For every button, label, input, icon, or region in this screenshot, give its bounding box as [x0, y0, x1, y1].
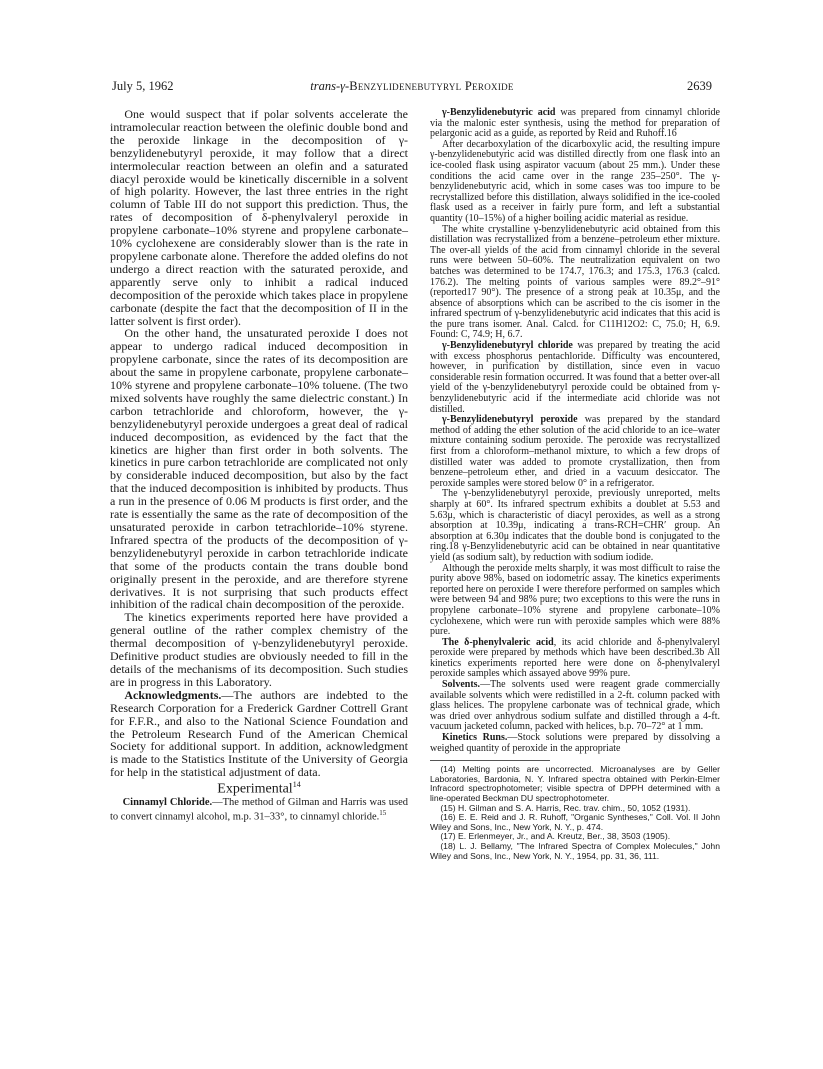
running-title [112, 79, 712, 94]
issue-date: July 5, 1962 [112, 79, 174, 93]
footnote-ref: 14 [292, 780, 301, 790]
body-paragraph: The white crystalline γ-benzylidenebutyric acid obtained from this distillation was recrystallized from a benzene–petroleum ether mixture. The over-all yields of the acid from cinnamyl chloride in the several runs were between 50–60%. The neutralization equivalent on two batches was determined to be 174.7, 176.3; and 175.3, 176.3 (calcd. 176.2). The melting points of various samples were 89.2°–91° (reported17 90°). The presence of a strong peak at 10.35μ, and the absence of absorptions which can be ascribed to the cis isomer in the infrared spectrum of γ-benzylidenebutyric acid indicates that this acid is the pure trans isomer. Anal. Calcd. for C11H12O2: C, 75.0; H, 6.9. Found: C, 74.9; H, 6.7. [430, 223, 720, 341]
footnote: (14) Melting points are uncorrected. Microanalyses are by Geller Laboratories, Bardonia, N. Y. Infrared spectra obtained with Perkin-Elmer Infracord spectrophotometer; visible spectra of DPPH determined with a line-operated Beckman DU spectrophotometer. [430, 764, 720, 803]
body-paragraph: The kinetics experiments reported here have provided a general outline of the rather complex chemistry of the thermal decomposition of γ-benzylidenebutyryl peroxide. Definitive product studies are obviously needed to fill in the details of the mechanisms of its decomposition. Such studies are in progress in this Laboratory. [110, 610, 408, 689]
experimental-heading-text: Experimental [217, 781, 293, 797]
peroxide-heading: γ-Benzylidenebutyryl peroxide [442, 414, 578, 426]
footnote-ref: 15 [379, 808, 387, 817]
acid-text: was prepared from cinnamyl chloride via the malonic ester synthesis, using the method for preparation of pelargonic acid as a guide, as reported by Reid and Ruhoff.16 [430, 107, 720, 140]
cinnamyl-chloride-paragraph [110, 797, 408, 823]
solvents-paragraph [430, 680, 720, 733]
peroxide-text: was prepared by the standard method of adding the ether solution of the acid chloride to an ice–water mixture containing sodium peroxide. The peroxide was recrystallized first from a chloroform–methanol mixture, to which a few drops of distilled water was added to promote crystallization, then from benzene–petroleum ether, and dried in a vacuum desiccator. The peroxide samples were stored below 0° in a refrigerator. [430, 414, 720, 489]
cinnamyl-chloride-heading: Cinnamyl Chloride. [122, 796, 213, 808]
left-column [110, 108, 408, 822]
kinetics-paragraph [430, 733, 720, 754]
footnote: (17) E. Erlenmeyer, Jr., and A. Kreutz, Ber., 38, 3503 (1905). [440, 831, 671, 842]
body-paragraph: One would suspect that if polar solvents accelerate the intramolecular reaction between the olefinic double bond and the peroxide linkage in the decomposition of γ-benzylidenebutyryl peroxide, it may follow that a direct intermolecular reaction between an olefin and a saturated diacyl peroxide would be kinetically discernible in a solvent of high polarity. However, the last three entries in the right column of Table III do not support this prediction. Thus, the rates of decomposition of δ-phenylvaleryl peroxide in propylene carbonate–10% styrene and propylene carbonate–10% cyclohexene are considerably slower than is the rate in propylene carbonate alone. Therefore the added olefins do not undergo a direct reaction with the saturated peroxide, and apparently serve only to inhibit a radical induced decomposition of the peroxide which takes place in propylene carbonate (despite the fact that the decomposition of II in the latter solvent is first order). [110, 107, 408, 328]
footnote-rule [430, 760, 550, 761]
valeric-text: , its acid chloride and δ-phenylvaleryl peroxide were prepared by methods which have been described.3b All kinetics experiments reported here were done on δ-phenylvaleryl peroxide samples which assayed above 99% pure. [430, 636, 721, 680]
body-paragraph: After decarboxylation of the dicarboxylic acid, the resulting impure γ-benzylidenebutyric acid was distilled directly from one flask into an ice-cooled flask using aspirator vacuum (about 25 mm.). Under these conditions the acid came over in the range 235–250°. The γ-benzylidenebutyric acid, which in some cases was too impure to be recrystallized before this distillation, always solidified in the ice-cooled flask used as a receiver in fairly pure form, and left a substantial quantity (10–15%) of a higher boiling acidic material as residue. [430, 138, 720, 224]
peroxide-paragraph [430, 415, 720, 489]
chloride-text: was prepared by treating the acid with excess phosphorus pentachloride. Difficulty was encountered, however, in purification by distillation, since even in vacuo considerable resin formation occurred. It was found that a better over-all yield of the γ-benzylidenebutyryl peroxide could be obtained from γ-benzylidenebutyric acid if the intermediate acid chloride was not distilled. [430, 340, 720, 415]
solvents-text: —The solvents used were reagent grade commercially available solvents which were redistilled in a 2-ft. column packed with glass helices. The propylene carbonate was of technical grade, which was dried over anhydrous sodium sulfate and distilled through a 4-ft. vacuum jacketed column, packed with helices, b.p. 70–72° at 1 mm. [430, 679, 720, 733]
acknowledgments-text: —The authors are indebted to the Research Corporation for a Frederick Gardner Cottrell Grant for F.F.R., and also to the National Science Foundation and the Petroleum Research Fund of the American Chemical Society for additional support. In addition, acknowledgment is made to the Statistics Institute of the University of Georgia for help in the statistical adjustment of data. [110, 687, 408, 780]
footnotes [430, 765, 720, 861]
acid-heading: γ-Benzylidenebutyric acid [442, 107, 556, 118]
chloride-heading: γ-Benzylidenebutyryl chloride [442, 340, 573, 352]
right-column [430, 108, 720, 861]
footnote: (18) L. J. Bellamy, "The Infrared Spectra of Complex Molecules," John Wiley and Sons, Inc., New York, N. Y., 1954, pp. 31, 36, 111. [430, 840, 720, 861]
page-number: 2639 [687, 79, 712, 93]
body-paragraph: The γ-benzylidenebutyryl peroxide, previously unreported, melts sharply at 60°. Its infrared spectrum exhibits a doublet at 5.53 and 5.63μ, which is characteristic of diacyl peroxides, as well as a strong absorption at 10.39μ, indicating a trans-RCH=CHR′ group. An absorption at 6.30μ indicates that the double bond is conjugated to the ring.18 γ-Benzylidenebutyric acid can be obtained in near quantitative yield (as sodium salt), by reduction with sodium iodide. [430, 488, 720, 563]
acknowledgments-heading: Acknowledgments. [124, 687, 222, 702]
kinetics-text: —Stock solutions were prepared by dissolving a weighed quantity of peroxide in the appropriate [430, 732, 721, 754]
solvents-heading: Solvents. [442, 679, 481, 691]
acknowledgments-paragraph [110, 689, 408, 779]
running-title-main: Benzylidenebutyryl Peroxide [349, 79, 514, 93]
running-title-prefix: trans-γ- [310, 79, 350, 93]
cinnamyl-chloride-text: —The method of Gilman and Harris was used to convert cinnamyl alcohol, m.p. 31–33°, to cinnamyl chloride. [110, 796, 408, 823]
kinetics-heading: Kinetics Runs. [442, 732, 508, 744]
body-paragraph: On the other hand, the unsaturated peroxide I does not appear to undergo radical induced decomposition in propylene carbonate, since the rates of its decomposition are about the same in propylene carbonate, propylene carbonate–10% styrene and propylene carbonate–10% toluene. (The two mixed solvents have roughly the same dielectric constant.) In carbon tetrachloride and chloroform, however, the γ-benzylidenebutyryl peroxide undergoes a great deal of radical induced decomposition, as evidenced by the fact that the kinetics are higher than first order in both solvents. The kinetics in pure carbon tetrachloride are complicated not only by considerable induced decomposition, but also by the fact that the induced decomposition is inhibited by products. Thus a run in the presence of 0.06 M products is first order, and the rate is essentially the same as the rate of decomposition of the unsaturated peroxide in carbon tetrachloride–10% styrene. Infrared spectra of the products of the decomposition of γ-benzylidenebutyryl peroxide in carbon tetrachloride indicate that some of the products contain the trans double bond originally present in the peroxide, and are therefore styrene derivatives. It is not surprising that such products effect inhibition of the radical chain decomposition of the peroxide. [110, 326, 408, 612]
valeric-paragraph [430, 638, 720, 680]
valeric-heading: The δ-phenylvaleric acid [442, 636, 554, 648]
page-header [112, 79, 712, 95]
footnote: (16) E. E. Reid and J. R. Ruhoff, "Organic Syntheses," Coll. Vol. II John Wiley and Sons, Inc., New York, N. Y., p. 474. [430, 812, 720, 832]
body-paragraph: Although the peroxide melts sharply, it was most difficult to raise the purity above 98%, based on iodometric assay. The kinetics experiments reported here on peroxide I were therefore performed on samples which were between 94 and 98% pure; two exceptions to this were the runs in propylene carbonate–10% styrene and propylene carbonate–10% cyclohexene, which were run with peroxide samples which were 88% pure. [430, 562, 720, 638]
experimental-heading [110, 779, 408, 797]
chloride-paragraph [430, 341, 720, 415]
footnote: (15) H. Gilman and S. A. Harris, Rec. trav. chim., 50, 1052 (1931). [440, 802, 691, 813]
acid-paragraph [430, 108, 720, 140]
